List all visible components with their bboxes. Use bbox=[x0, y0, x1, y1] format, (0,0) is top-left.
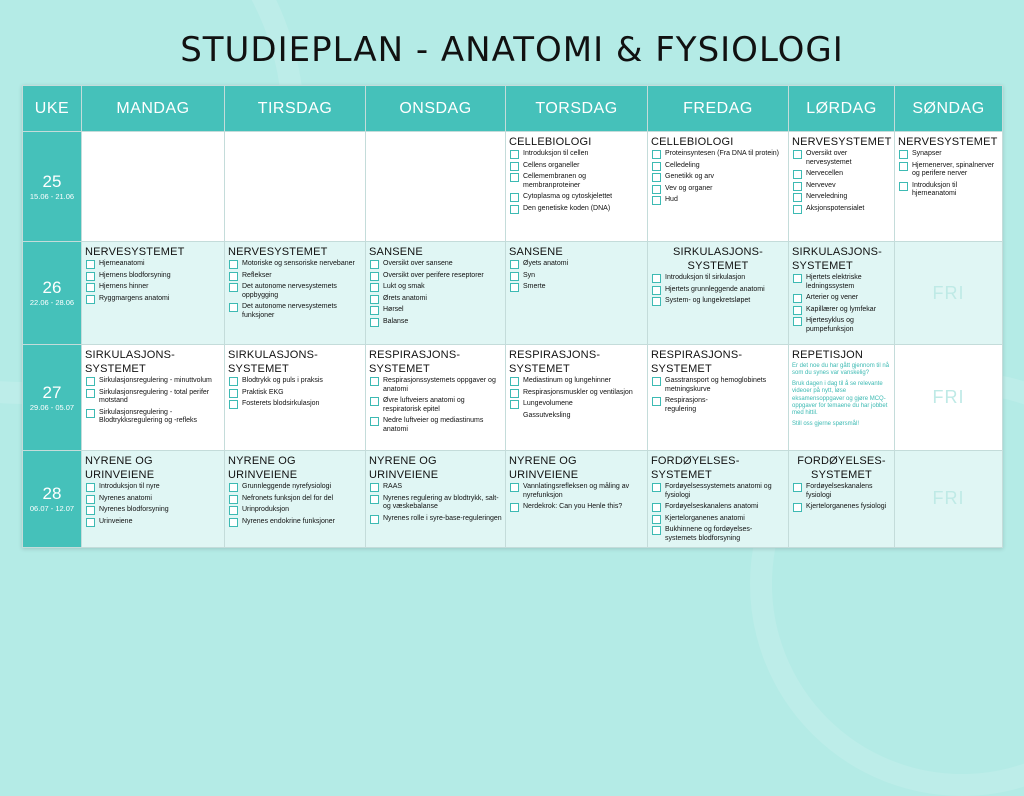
task-checkbox-item[interactable]: Introduksjon til nyre bbox=[85, 483, 221, 492]
topic-heading: NYRENE OG URINVEIENE bbox=[509, 455, 579, 481]
topic-heading: SANSENE bbox=[509, 246, 563, 258]
repetition-note: Er det noe du har gått gjennom til nå som du synes var vanskelig? bbox=[792, 363, 890, 377]
task-checkbox-item[interactable]: Cytoplasma og cytoskjelettet bbox=[509, 193, 644, 202]
task-checkbox-item[interactable]: Nervevev bbox=[792, 182, 891, 191]
topic-heading: RESPIRASJONS- SYSTEMET bbox=[509, 349, 601, 375]
topic-heading: CELLEBIOLOGI bbox=[509, 136, 592, 148]
task-checkbox-item[interactable]: Genetikk og arv bbox=[651, 173, 785, 182]
task-checkbox-item[interactable]: Hjernenerver, spinalnerver og perifere nerver bbox=[898, 162, 999, 179]
task-checkbox-item[interactable]: Nedre luftveier og mediastinums anatomi bbox=[369, 417, 502, 434]
task-list bbox=[85, 483, 221, 526]
free-day-label: FRI bbox=[932, 488, 965, 509]
task-list bbox=[85, 260, 221, 303]
day-cell-lordag bbox=[789, 132, 895, 242]
day-cell-fredag bbox=[648, 132, 789, 242]
topic-heading: NERVESYSTEMET bbox=[85, 246, 185, 258]
day-cell-onsdag bbox=[366, 132, 506, 242]
week-dates: 22.06 - 28.06 bbox=[29, 298, 75, 307]
header-mandag: MANDAG bbox=[82, 86, 225, 132]
header-onsdag: ONSDAG bbox=[366, 86, 506, 132]
task-checkbox-item[interactable]: Balanse bbox=[369, 318, 502, 327]
week-dates: 29.06 - 05.07 bbox=[29, 402, 75, 412]
task-checkbox-item[interactable]: Hjernens hinner bbox=[85, 283, 221, 292]
header-sondag: SØNDAG bbox=[895, 86, 1003, 132]
task-checkbox-item[interactable]: Nyrenes anatomi bbox=[85, 495, 221, 504]
week-cell bbox=[23, 242, 82, 345]
task-list bbox=[898, 150, 999, 199]
week-dates: 06.07 - 12.07 bbox=[29, 503, 75, 513]
topic-heading: SIRKULASJONS- SYSTEMET bbox=[228, 349, 319, 375]
task-list bbox=[369, 260, 502, 327]
task-list bbox=[228, 483, 362, 526]
task-checkbox-item[interactable]: Introduksjon til sirkulasjon bbox=[651, 274, 785, 283]
task-checkbox-item[interactable]: Fordøyelseskanalens anatomi bbox=[651, 503, 785, 512]
week-row bbox=[23, 242, 1003, 345]
week-number: 26 bbox=[42, 278, 62, 297]
task-checkbox-item[interactable]: Praktisk EKG bbox=[228, 389, 362, 398]
day-cell-fredag bbox=[648, 451, 789, 548]
task-checkbox-item[interactable]: Hjertets grunnleggende anatomi bbox=[651, 286, 785, 295]
task-checkbox-item[interactable]: Urinveiene bbox=[85, 518, 221, 527]
task-checkbox-item[interactable]: Respirasjonssystemets oppgaver og anatomi bbox=[369, 377, 502, 394]
day-cell-mandag bbox=[82, 451, 225, 548]
day-cell-onsdag bbox=[366, 451, 506, 548]
task-checkbox-item[interactable]: Smerte bbox=[509, 283, 644, 292]
task-checkbox-item[interactable]: Øvre luftveiers anatomi og respiratorisk epitel bbox=[369, 397, 502, 414]
week-row bbox=[23, 451, 1003, 548]
task-checkbox-item[interactable]: Hjertesyklus og pumpefunksjon bbox=[792, 317, 891, 334]
task-checkbox-item[interactable]: Nerveledning bbox=[792, 193, 891, 202]
task-checkbox-item[interactable]: System- og lungekretsløpet bbox=[651, 297, 785, 306]
task-list bbox=[509, 483, 644, 512]
header-torsdag: TORSDAG bbox=[506, 86, 648, 132]
topic-heading: SIRKULASJONS- SYSTEMET bbox=[85, 349, 176, 375]
day-cell-torsdag bbox=[506, 345, 648, 451]
task-checkbox-item[interactable]: Reflekser bbox=[228, 272, 362, 281]
topic-heading: NERVESYSTEMET bbox=[792, 136, 892, 148]
task-checkbox-item[interactable]: Ryggmargens anatomi bbox=[85, 295, 221, 304]
task-checkbox-item[interactable]: Bukhinnene og fordøyelses- systemets blodforsyning bbox=[651, 526, 785, 543]
task-checkbox-item[interactable]: Kjertelorganenes fysiologi bbox=[792, 503, 891, 512]
week-row bbox=[23, 132, 1003, 242]
topic-heading: NYRENE OG URINVEIENE bbox=[85, 455, 155, 481]
free-day-label: FRI bbox=[932, 282, 965, 303]
task-checkbox-item[interactable]: Introduksjon til hjerneanatomi bbox=[898, 182, 999, 199]
topic-heading: NERVESYSTEMET bbox=[228, 246, 328, 258]
day-cell-sondag bbox=[895, 132, 1003, 242]
task-checkbox-item[interactable]: Sirkulasjonsregulering - Blodtrykksregulering og -refleks bbox=[85, 409, 221, 426]
task-checkbox-item[interactable]: Respirasjonsmuskler og ventilasjon bbox=[509, 389, 644, 398]
task-list bbox=[651, 150, 785, 205]
task-checkbox-item[interactable]: Urinproduksjon bbox=[228, 506, 362, 515]
day-cell-lordag bbox=[789, 242, 895, 345]
task-checkbox-item[interactable]: Syn bbox=[509, 272, 644, 281]
task-list bbox=[228, 260, 362, 321]
header-lordag: LØRDAG bbox=[789, 86, 895, 132]
day-cell-torsdag bbox=[506, 451, 648, 548]
task-list bbox=[792, 150, 891, 214]
free-day-label: FRI bbox=[932, 387, 965, 407]
task-checkbox-item[interactable]: Proteinsyntesen (Fra DNA til protein) bbox=[651, 150, 785, 159]
task-checkbox-item[interactable]: Grunnleggende nyrefysiologi bbox=[228, 483, 362, 492]
task-checkbox-item[interactable]: Hjertets elektriske ledningssystem bbox=[792, 274, 891, 291]
page-title: STUDIEPLAN - ANATOMI & FYSIOLOGI bbox=[180, 30, 844, 70]
day-cell-onsdag bbox=[366, 345, 506, 451]
topic-heading: SIRKULASJONS- SYSTEMET bbox=[792, 246, 883, 272]
task-checkbox-item[interactable]: Nyrenes endokrine funksjoner bbox=[228, 518, 362, 527]
task-checkbox-item[interactable]: Det autonome nervesystemets funksjoner bbox=[228, 303, 362, 320]
topic-heading: SANSENE bbox=[369, 246, 423, 258]
task-checkbox-item[interactable]: Øyets anatomi bbox=[509, 260, 644, 269]
week-cell bbox=[23, 345, 82, 451]
task-list bbox=[369, 483, 502, 523]
topic-heading: CELLEBIOLOGI bbox=[651, 136, 734, 148]
week-cell bbox=[23, 132, 82, 242]
header-row bbox=[23, 86, 1003, 132]
topic-heading: RESPIRASJONS- SYSTEMET bbox=[369, 349, 461, 375]
day-cell-tirsdag bbox=[225, 345, 366, 451]
week-cell bbox=[23, 451, 82, 548]
day-cell-torsdag bbox=[506, 242, 648, 345]
day-cell-mandag bbox=[82, 132, 225, 242]
task-list bbox=[509, 260, 644, 292]
task-checkbox-item[interactable]: Kjertelorganenes anatomi bbox=[651, 515, 785, 524]
day-cell-fredag bbox=[648, 345, 789, 451]
task-checkbox-item[interactable]: Celledeling bbox=[651, 162, 785, 171]
day-cell-torsdag bbox=[506, 132, 648, 242]
topic-heading: REPETISJON bbox=[792, 349, 864, 361]
task-checkbox-item[interactable]: Sirkulasjonsregulering - total perifer motstand bbox=[85, 389, 221, 406]
task-checkbox-item[interactable]: Fosterets blodsirkulasjon bbox=[228, 400, 362, 409]
topic-heading: NYRENE OG URINVEIENE bbox=[369, 455, 439, 481]
task-list bbox=[792, 483, 891, 512]
day-cell-tirsdag bbox=[225, 451, 366, 548]
task-checkbox-item[interactable]: RAAS bbox=[369, 483, 502, 492]
task-list bbox=[509, 377, 644, 420]
header-fredag: FREDAG bbox=[648, 86, 789, 132]
repetition-note: Still oss gjerne spørsmål! bbox=[792, 420, 860, 427]
task-checkbox-item[interactable]: Aksjonspotensialet bbox=[792, 205, 891, 214]
task-checkbox-item[interactable]: Synapser bbox=[898, 150, 999, 159]
week-row bbox=[23, 345, 1003, 451]
day-cell-mandag bbox=[82, 345, 225, 451]
day-cell-sondag bbox=[895, 345, 1003, 451]
task-checkbox-item[interactable]: Hjerneanatomi bbox=[85, 260, 221, 269]
task-checkbox-item[interactable]: Sirkulasjonsregulering - minuttvolum bbox=[85, 377, 221, 386]
task-checkbox-item[interactable]: Det autonome nervesystemets oppbygging bbox=[228, 283, 362, 300]
header-tirsdag: TIRSDAG bbox=[225, 86, 366, 132]
task-checkbox-item[interactable]: Lungevolumene bbox=[509, 400, 644, 409]
task-list bbox=[651, 274, 785, 306]
task-checkbox-item[interactable]: Nefronets funksjon del for del bbox=[228, 495, 362, 504]
day-cell-mandag bbox=[82, 242, 225, 345]
task-checkbox-item[interactable]: Cellens organeller bbox=[509, 162, 644, 171]
task-list bbox=[651, 483, 785, 544]
day-cell-sondag bbox=[895, 242, 1003, 345]
header-uke: UKE bbox=[23, 86, 82, 132]
task-checkbox-item[interactable]: Vev og organer bbox=[651, 185, 785, 194]
task-list bbox=[369, 377, 502, 435]
task-list bbox=[792, 274, 891, 335]
task-checkbox-item[interactable]: Nerdekrok: Can you Henle this? bbox=[509, 503, 644, 512]
task-checkbox-item[interactable]: Blodtrykk og puls i praksis bbox=[228, 377, 362, 386]
topic-heading: NYRENE OG URINVEIENE bbox=[228, 455, 298, 481]
task-list bbox=[85, 377, 221, 426]
task-checkbox-item[interactable]: Fordøyelsessystemets anatomi og fysiologi bbox=[651, 483, 785, 500]
task-list bbox=[228, 377, 362, 409]
task-checkbox-item[interactable]: Arterier og vener bbox=[792, 294, 891, 303]
task-list bbox=[509, 150, 644, 214]
task-checkbox-item[interactable]: Nervecellen bbox=[792, 170, 891, 179]
task-checkbox-item[interactable]: Den genetiske koden (DNA) bbox=[509, 205, 644, 214]
task-checkbox-item[interactable]: Fordøyelseskanalens fysiologi bbox=[792, 483, 891, 500]
task-checkbox-item[interactable]: Ørets anatomi bbox=[369, 295, 502, 304]
day-cell-tirsdag bbox=[225, 132, 366, 242]
week-number: 25 bbox=[42, 171, 62, 191]
task-checkbox-item[interactable]: Nyrenes blodforsyning bbox=[85, 506, 221, 515]
week-number: 28 bbox=[42, 483, 62, 503]
topic-heading: SIRKULASJONS- SYSTEMET bbox=[672, 246, 763, 272]
repetition-note: Bruk dagen i dag til å se relevante videoer på nytt, løse eksamensoppgaver og gjøre MCQ-oppgaver for temaene du har jobbet med hittil. bbox=[792, 380, 888, 417]
day-cell-lordag bbox=[789, 451, 895, 548]
week-number: 27 bbox=[42, 382, 62, 402]
task-checkbox-item[interactable]: Oversikt over perifere reseptorer bbox=[369, 272, 502, 281]
topic-heading: NERVESYSTEMET bbox=[898, 136, 998, 148]
task-checkbox-item[interactable]: Hud bbox=[651, 196, 785, 205]
task-checkbox-item[interactable]: Nyrenes rolle i syre-base-reguleringen bbox=[369, 515, 502, 524]
task-checkbox-item[interactable]: Vannlatingsrefleksen og måling av nyrefunksjon bbox=[509, 483, 644, 500]
day-cell-onsdag bbox=[366, 242, 506, 345]
task-checkbox-item[interactable]: Lukt og smak bbox=[369, 283, 502, 292]
task-checkbox-item[interactable]: Respirasjons- regulering bbox=[651, 397, 785, 414]
day-cell-lordag bbox=[789, 345, 895, 451]
task-checkbox-item[interactable]: Kapillærer og lymfekar bbox=[792, 306, 891, 315]
task-checkbox-item[interactable]: Oversikt over sansene bbox=[369, 260, 502, 269]
task-checkbox-item[interactable]: Mediastinum og lungehinner bbox=[509, 377, 644, 386]
day-cell-tirsdag bbox=[225, 242, 366, 345]
task-checkbox-item[interactable]: Gasstransport og hemoglobinets metningskurve bbox=[651, 377, 785, 394]
task-checkbox-item[interactable]: Introduksjon til cellen bbox=[509, 150, 644, 159]
topic-heading: FORDØYELSES- SYSTEMET bbox=[797, 455, 886, 481]
task-item: Gassutveksling bbox=[523, 411, 571, 419]
task-list bbox=[651, 377, 785, 414]
task-checkbox-item[interactable]: Motoriske og sensoriske nervebaner bbox=[228, 260, 362, 269]
topic-heading: RESPIRASJONS- SYSTEMET bbox=[651, 349, 743, 375]
day-cell-fredag bbox=[648, 242, 789, 345]
week-dates: 15.06 - 21.06 bbox=[29, 191, 75, 201]
task-checkbox-item[interactable]: Hørsel bbox=[369, 306, 502, 315]
task-checkbox-item[interactable]: Hjernens blodforsyning bbox=[85, 272, 221, 281]
task-checkbox-item[interactable]: Nyrenes regulering av blodtrykk, salt- og væskebalanse bbox=[369, 495, 502, 512]
day-cell-sondag bbox=[895, 451, 1003, 548]
study-plan-table bbox=[22, 85, 1003, 548]
task-checkbox-item[interactable]: Cellemembranen og membranproteiner bbox=[509, 173, 644, 190]
task-checkbox-item[interactable]: Oversikt over nervesystemet bbox=[792, 150, 891, 167]
topic-heading: FORDØYELSES- SYSTEMET bbox=[651, 455, 740, 481]
